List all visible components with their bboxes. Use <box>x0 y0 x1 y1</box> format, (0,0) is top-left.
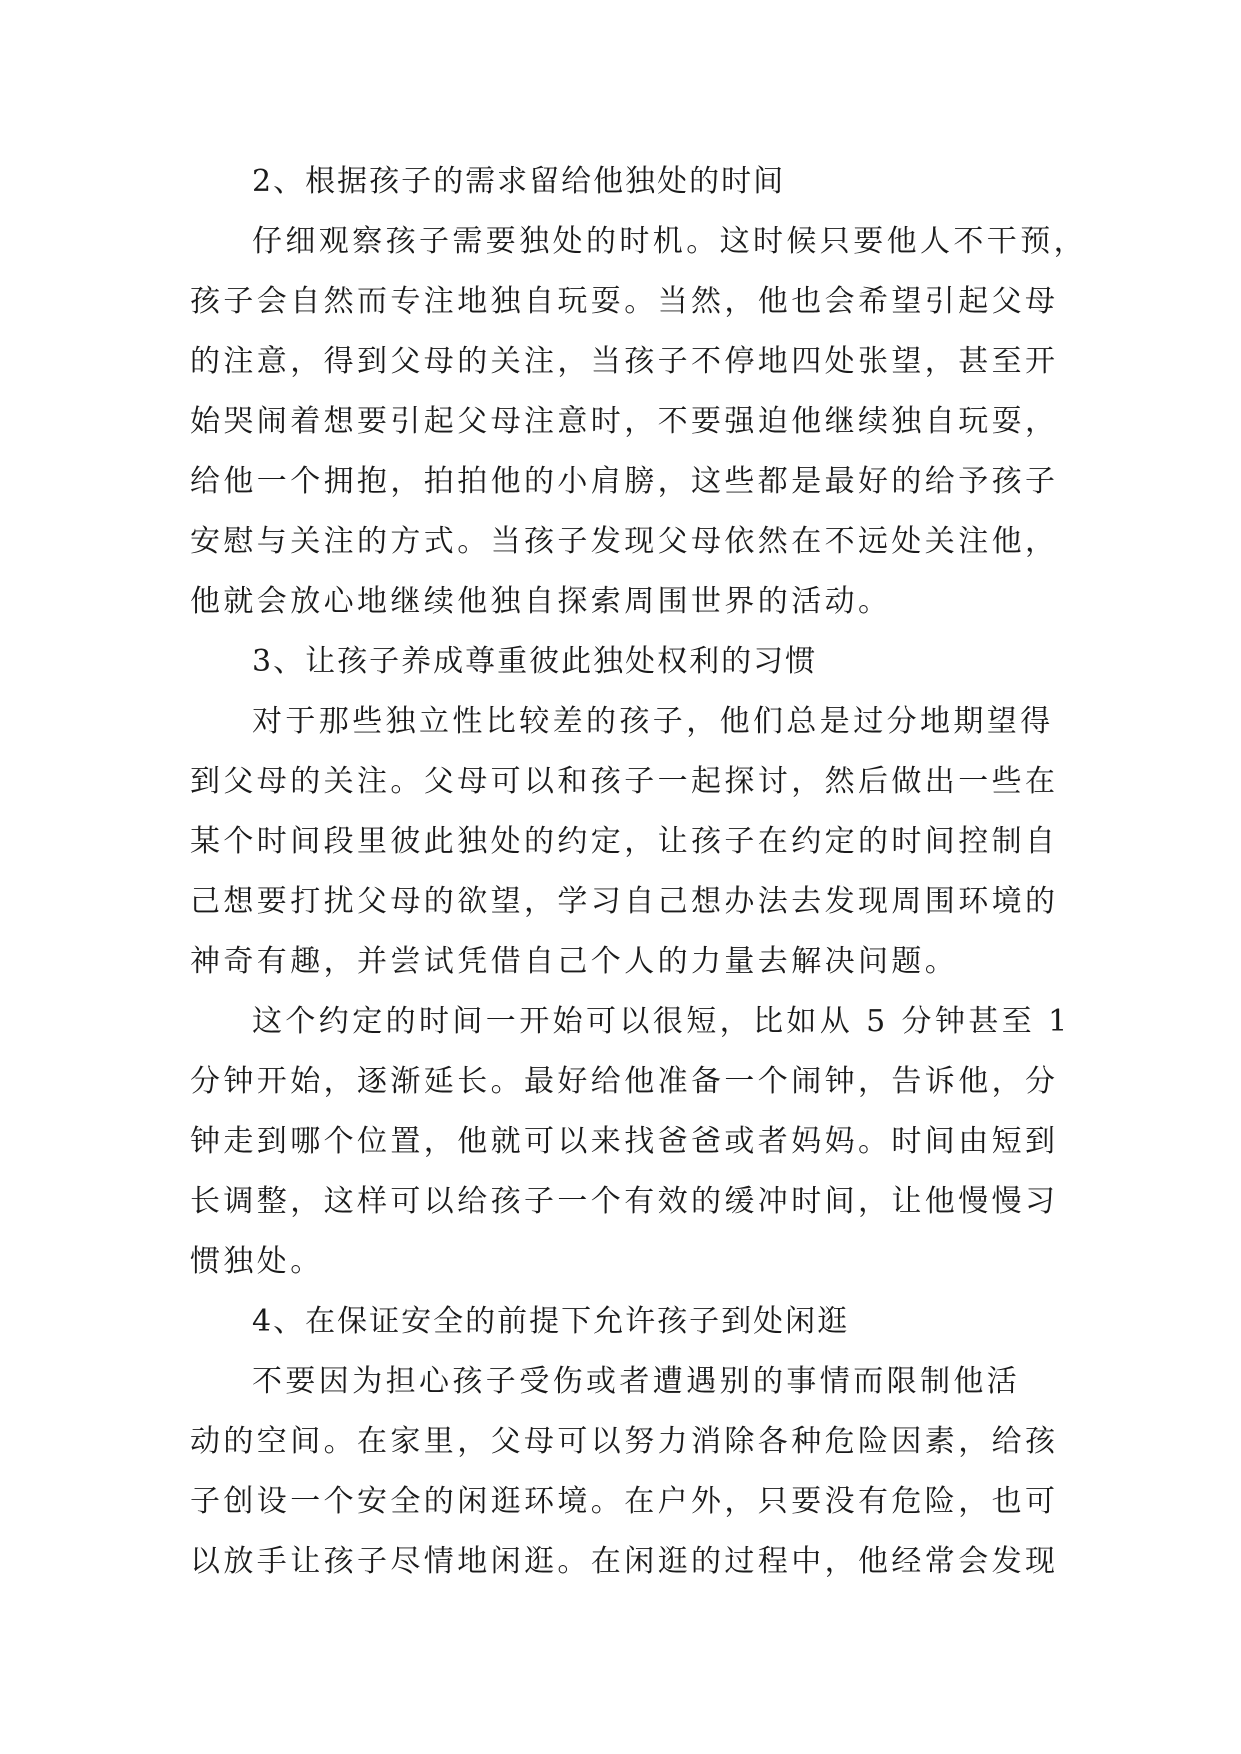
paragraph-line: 孩子会自然而专注地独自玩耍。当然，他也会希望引起父母 <box>190 284 1059 319</box>
paragraph-line: 以放手让孩子尽情地闲逛。在闲逛的过程中，他经常会发现 <box>190 1544 1059 1579</box>
paragraph-line: 己想要打扰父母的欲望，学习自己想办法去发现周围环境的 <box>190 884 1059 919</box>
paragraph-line: 子创设一个安全的闲逛环境。在户外，只要没有危险，也可 <box>190 1484 1059 1519</box>
paragraph-line: 长调整，这样可以给孩子一个有效的缓冲时间，让他慢慢习 <box>190 1184 1059 1219</box>
paragraph-line: 的注意，得到父母的关注，当孩子不停地四处张望，甚至开 <box>190 344 1059 379</box>
paragraph-line: 分钟开始，逐渐延长。最好给他准备一个闹钟，告诉他，分 <box>190 1064 1059 1099</box>
paragraph-line: 他就会放心地继续他独自探索周围世界的活动。 <box>190 584 892 619</box>
paragraph-line: 不要因为担心孩子受伤或者遭遇别的事情而限制他活 <box>252 1364 1021 1399</box>
paragraph-line: 动的空间。在家里，父母可以努力消除各种危险因素，给孩 <box>190 1424 1059 1459</box>
paragraph-line: 神奇有趣，并尝试凭借自己个人的力量去解决问题。 <box>190 944 959 979</box>
paragraph-line: 这个约定的时间一开始可以很短，比如从 5 分钟甚至 1 <box>252 1004 1071 1039</box>
paragraph-line: 某个时间段里彼此独处的约定，让孩子在约定的时间控制自 <box>190 824 1059 859</box>
paragraph-line: 对于那些独立性比较差的孩子，他们总是过分地期望得 <box>252 704 1054 739</box>
paragraph-line: 惯独处。 <box>190 1244 324 1279</box>
paragraph-line: 仔细观察孩子需要独处的时机。这时候只要他人不干预， <box>252 224 1087 259</box>
paragraph-line: 钟走到哪个位置，他就可以来找爸爸或者妈妈。时间由短到 <box>190 1124 1059 1159</box>
section-heading-3: 3、让孩子养成尊重彼此独处权利的习惯 <box>252 644 818 679</box>
section-heading-4: 4、在保证安全的前提下允许孩子到处闲逛 <box>252 1304 850 1339</box>
paragraph-line: 到父母的关注。父母可以和孩子一起探讨，然后做出一些在 <box>190 764 1059 799</box>
paragraph-line: 安慰与关注的方式。当孩子发现父母依然在不远处关注他， <box>190 524 1059 559</box>
paragraph-line: 始哭闹着想要引起父母注意时，不要强迫他继续独自玩耍， <box>190 404 1059 439</box>
section-heading-2: 2、根据孩子的需求留给他独处的时间 <box>252 164 786 199</box>
paragraph-line: 给他一个拥抱，拍拍他的小肩膀，这些都是最好的给予孩子 <box>190 464 1059 499</box>
